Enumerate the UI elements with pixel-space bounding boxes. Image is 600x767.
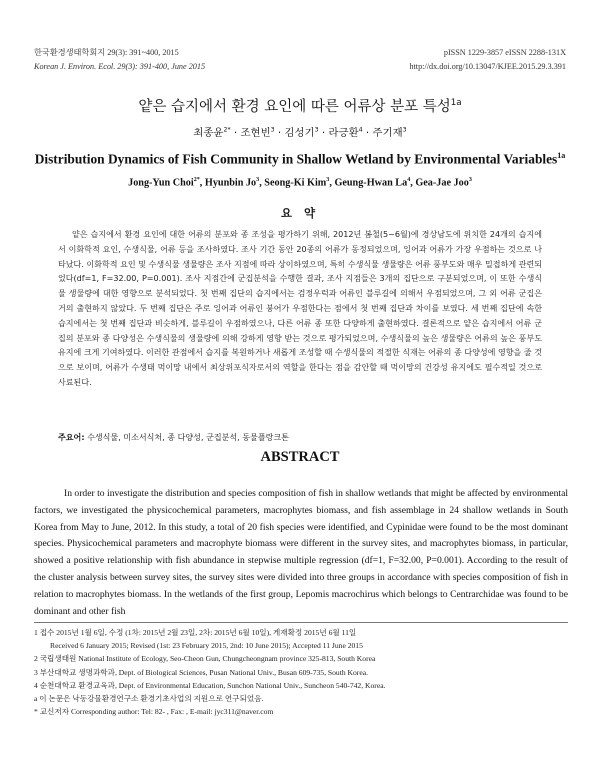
footnote-affiliation — [34, 652, 568, 665]
summary-body: 얕은 습지에서 환경 요인에 대한 어류의 분포와 종 조성을 평가하기 위해, 2012년 봄철(5~6월)에 경상남도에 위치한 24개의 습지에서 이화학적 요인, 수생식물, 어류 등을 조사하였다. 조사 기간 동안 20종의 어류가 동정되었으며, 잉어과 어류가 가장 우점하는 것으로 나타났다. 이화학적 요인 및 수생식물 생물량은 조사 지점에 따라 상이하였으며, 특히 수생식물 생물량은 어류 풍부도와 매우 밀접하게 관련되었다(df=1, F=32.00, P=0.001). 조사 지점간에 군집분석을 수행한 결과, 조사 지점들은 3개의 집단으로 구분되었으며, 이 또한 수생식물 생물량에 대한 영향으로 분석되었다. 첫 번째 집단의 습지에서는 검정우럭과 어류인 블루길에 의해서 우점되었으며, 그 외 어류 군집은 거의 출현하지 않았다. 두 번째 집단은 주로 잉어과 어류인 붕어가 우점한다는 점에서 첫 번째 집단과 차이를 보였다. 세 번째 집단에 속한 습지에서는 첫 번째 집단과 비슷하게, 블루길이 우점하였으나, 다른 어류 종 또한 다양하게 출현하였다. 결론적으로 얕은 습지에서 어류 군집의 분포와 종 다양성은 수생식물의 생물량에 의해 강하게 영향 받는 것으로 평가되었으며, 수생식물의 높은 생물량은 어류의 높은 풍부도 유지에 크게 기여하였다. 이러한 관점에서 습지를 복원하거나 새롭게 조성할 때 수생식물의 적절한 식재는 어류의 종 다양성에 영향을 줄 것으로 보이며, 어류가 수생태 먹이망 내에서 최상위포식자로서의 역할을 한다는 점을 감안할 때 먹이망의 건강성 유지에도 필수적일 것으로 사료된다. — [58, 230, 542, 387]
author-en: Hyunbin Jo — [204, 177, 257, 189]
authors-english: Jong-Yun Choi$^{2*}$, Hyunbin Jo$^3$, Seong-Ki Kim$^3$, Geung-Hwan La$^4$, Gea-Jae Joo$^3$ — [128, 177, 472, 189]
footnote-text: 접수 2015년 1월 6일, 수정 (1차: 2015년 2월 23일, 2차: 2015년 6월 10일), 게재확정 2015년 6월 11일 — [39, 628, 357, 637]
author-en: Gea-Jae Joo — [415, 177, 469, 189]
title-korean — [0, 95, 600, 116]
author-ko-mark: 3 — [314, 126, 319, 134]
author-ko-mark: 2* — [223, 126, 231, 134]
author-ko-mark: 3 — [402, 126, 407, 134]
keywords-label: 주요어: — [58, 433, 85, 442]
author-en-mark: 2* — [193, 177, 200, 183]
author-en-mark: 3 — [256, 177, 260, 183]
journal-citation-ko: 한국환경생태학회지 29(3): 391~400, 2015 — [34, 48, 179, 57]
author-ko: 주기재 — [372, 127, 403, 139]
journal-header-left — [34, 46, 205, 74]
author-ko: 김성기 — [284, 127, 315, 139]
footnote-mark: 1 — [34, 628, 38, 637]
author-en-mark: 4 — [407, 177, 411, 183]
issn-line: pISSN 1229-3857 eISSN 2288-131X — [443, 48, 566, 57]
author-en: Seong-Ki Kim — [264, 177, 327, 189]
footnote-corresponding-author — [34, 705, 568, 718]
footnote-text: 부산대학교 생명과학과, Dept. of Biological Sciences, Pusan National Univ., Busan 609-735, South Korea. — [39, 667, 368, 677]
author-en-mark: 3 — [326, 177, 330, 183]
footnote-mark: 4 — [34, 680, 38, 690]
title-korean-text: 얕은 습지에서 환경 요인에 따른 어류상 분포 특성 — [138, 99, 451, 115]
footnote-text: 순천대학교 환경교육과, Dept. of Environmental Education, Sunchon National Univ., Suncheon 540-742, Korea. — [39, 680, 386, 690]
author-ko: 라긍환 — [328, 127, 359, 139]
title-english-text: Distribution Dynamics of Fish Community in Shallow Wetland by Environmental Variables — [34, 151, 558, 167]
author-ko: 최종윤 — [193, 127, 224, 139]
title-english — [0, 151, 600, 167]
footnote-text: 국립생태원 National Institute of Ecology, Seo-Cheon Gun, Chungcheongnam province 325-813, South Korea — [39, 654, 376, 664]
footnote-affiliation — [34, 679, 568, 692]
footnote-mark: * — [34, 707, 38, 717]
footnote-received-en — [34, 639, 568, 652]
author-en: Geung-Hwan La — [334, 177, 408, 189]
footnote-mark: 2 — [34, 654, 38, 664]
title-english-footnote-mark: 1a — [557, 151, 566, 160]
title-korean-footnote-mark: 1a — [450, 98, 462, 109]
footnote-mark: a — [34, 694, 38, 704]
abstract-body: In order to investigate the distribution and species composition of fish in shallow wetlands that might be affected by environmental factors, we investigated the physicochemical parameters, macrophytes biomass, and fish assemblage in 24 shallow wetlands in South Korea from May to June, 2012. In this study, a total of 20 fish species were identified, and Cypinidae were found to be the most dominant species. Physicochemical parameters and macrophyte biomass were different in the survey sites, and macrophytes biomass, in particular, showed a positive relationship with fish abundance in stepwise multiple regression (df=1, F=32.00, P=0.001). According to the result of the cluster analysis between survey sites, the survey sites were divided into three groups in accordance with species composition of fish in relation to macrophytes biomass. In the wetlands of the first group, Lepomis macrochirus which belongs to Centrarchidae was found to be dominant and other fish — [34, 488, 568, 617]
footnote-divider — [34, 622, 568, 623]
authors-korean: 최종윤$^{2*}$ · 조현빈$^3$ · 김성기$^3$ · 라긍환$^4$ · 주기재$^3$ — [193, 126, 407, 139]
author-ko-mark: 4 — [358, 126, 363, 134]
doi-link[interactable]: http://dx.doi.org/10.13047/KJEE.2015.29.3.391 — [409, 62, 566, 71]
footnote-received-ko — [34, 626, 568, 639]
footnote-text: Received 6 January 2015; Revised (1st: 23 February 2015, 2nd: 10 June 2015); Accepted 11 June 2015 — [50, 641, 363, 651]
author-en: Jong-Yun Choi — [128, 177, 194, 189]
abstract-heading: ABSTRACT — [260, 449, 340, 465]
footnote-affiliation — [34, 666, 568, 679]
footnote-text: 교신저자 Corresponding author: Tel: 82- , Fax: , E-mail: jyc311@naver.com — [39, 707, 274, 717]
footnote-text: 이 논문은 낙동강물환경연구소 환경기초사업의 지원으로 연구되었음. — [39, 694, 264, 704]
journal-citation-en: Korean J. Environ. Ecol. 29(3): 391-400, June 2015 — [34, 62, 206, 71]
footnotes — [34, 626, 568, 718]
author-en-mark: 3 — [468, 177, 472, 183]
footnote-funding — [34, 692, 568, 705]
keywords-list: 수생식물, 미소서식처, 종 다양성, 군집분석, 동물플랑크톤 — [87, 433, 289, 442]
summary-heading: 요 약 — [280, 206, 320, 220]
keywords-line — [58, 431, 542, 445]
footnote-mark: 3 — [34, 667, 38, 677]
author-ko: 조현빈 — [240, 127, 271, 139]
journal-header-right — [409, 46, 566, 74]
author-ko-mark: 3 — [270, 126, 275, 134]
